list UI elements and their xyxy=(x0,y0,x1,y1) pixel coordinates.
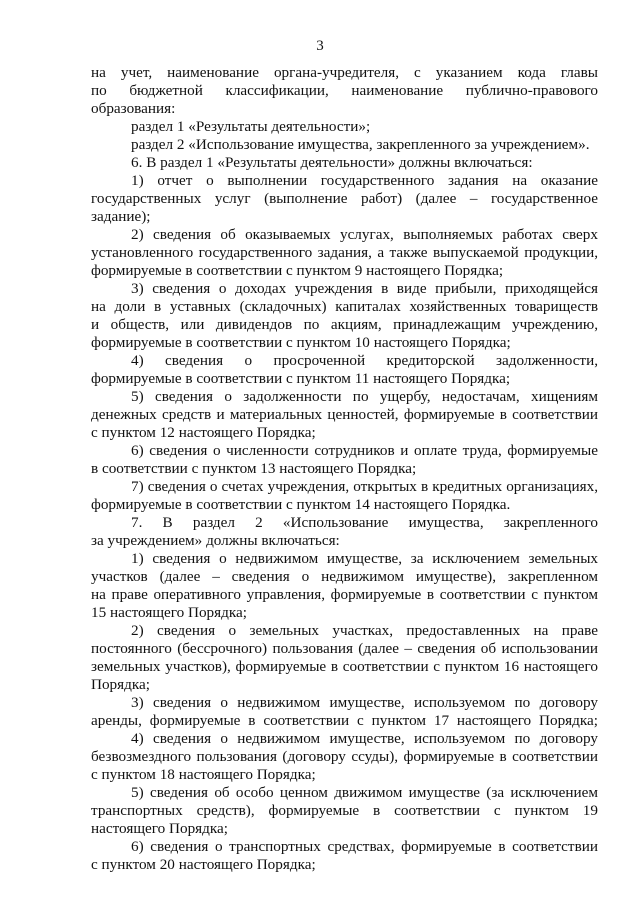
text-line: 6. В раздел 1 «Результаты деятельности» должны включаться: xyxy=(131,154,533,171)
text-line: транспортных средств), формируемые в соответствии с пунктом 19 xyxy=(91,802,598,819)
text-line: государственных услуг (выполнение работ) (далее – государственное xyxy=(91,190,598,207)
text-line: за учреждением» должны включаться: xyxy=(91,532,340,549)
text-line: раздел 2 «Использование имущества, закрепленного за учреждением». xyxy=(131,136,590,153)
text-line: безвозмездного пользования (договору ссуды), формируемые в соответствии xyxy=(91,748,598,765)
text-line: формируемые в соответствии с пунктом 10 настоящего Порядка; xyxy=(91,334,511,351)
text-line: формируемые в соответствии с пунктом 11 настоящего Порядка; xyxy=(91,370,511,387)
text-line: на учет, наименование органа-учредителя, с указанием кода главы xyxy=(91,64,598,81)
text-line: с пунктом 20 настоящего Порядка; xyxy=(91,856,316,873)
text-line: 7) сведения о счетах учреждения, открытых в кредитных организациях, xyxy=(131,478,598,495)
text-line: 7. В раздел 2 «Использование имущества, закрепленного xyxy=(131,514,598,531)
text-line: раздел 1 «Результаты деятельности»; xyxy=(131,118,371,135)
text-line: 6) сведения о численности сотрудников и оплате труда, формируемые xyxy=(131,442,598,459)
text-line: формируемые в соответствии с пунктом 14 настоящего Порядка. xyxy=(91,496,511,513)
text-line: 4) сведения о недвижимом имуществе, используемом по договору xyxy=(131,730,598,747)
text-line: с пунктом 12 настоящего Порядка; xyxy=(91,424,316,441)
text-line: 5) сведения о задолженности по ущербу, недостачам, хищениям xyxy=(131,388,598,405)
text-line: земельных участков), формируемые в соответствии с пунктом 16 настоящего xyxy=(91,658,598,675)
text-line: и обществ, или дивидендов по акциям, принадлежащим учреждению, xyxy=(91,316,598,333)
text-line: 2) сведения о земельных участках, предоставленных на праве xyxy=(131,622,598,639)
document-body xyxy=(91,64,598,874)
text-line: аренды, формируемые в соответствии с пунктом 17 настоящего Порядка; xyxy=(91,712,598,729)
text-line: 6) сведения о транспортных средствах, формируемые в соответствии xyxy=(131,838,598,855)
text-line: 3) сведения о доходах учреждения в виде прибыли, приходящейся xyxy=(131,280,598,297)
text-line: 4) сведения о просроченной кредиторской задолженности, xyxy=(131,352,598,369)
page-number: 3 xyxy=(316,38,324,54)
text-line: денежных средств и материальных ценностей, формируемые в соответствии xyxy=(91,406,598,423)
text-line: настоящего Порядка; xyxy=(91,820,228,837)
text-line: 1) отчет о выполнении государственного задания на оказание xyxy=(131,172,598,189)
text-line: постоянного (бессрочного) пользования (далее – сведения об использовании xyxy=(91,640,598,657)
text-line: с пунктом 18 настоящего Порядка; xyxy=(91,766,316,783)
text-line: участков (далее – сведения о недвижимом имуществе), закрепленном xyxy=(91,568,598,585)
text-line: по бюджетной классификации, наименование публично-правового xyxy=(91,82,598,99)
text-line: в соответствии с пунктом 13 настоящего Порядка; xyxy=(91,460,417,477)
text-line: 15 настоящего Порядка; xyxy=(91,604,247,621)
text-line: 1) сведения о недвижимом имуществе, за исключением земельных xyxy=(131,550,598,567)
text-line: на доли в уставных (складочных) капиталах хозяйственных товариществ xyxy=(91,298,598,315)
text-line: 3) сведения о недвижимом имуществе, используемом по договору xyxy=(131,694,598,711)
text-line: на праве оперативного управления, формируемые в соответствии с пунктом xyxy=(91,586,598,603)
text-line: 2) сведения об оказываемых услугах, выполняемых работах сверх xyxy=(131,226,598,243)
text-line: образования: xyxy=(91,100,176,117)
text-line: задание); xyxy=(91,208,151,225)
text-line: формируемые в соответствии с пунктом 9 настоящего Порядка; xyxy=(91,262,504,279)
text-line: установленного государственного задания, а также выпускаемой продукции, xyxy=(91,244,598,261)
text-line: Порядка; xyxy=(91,676,150,693)
text-line: 5) сведения об особо ценном движимом имуществе (за исключением xyxy=(131,784,598,801)
